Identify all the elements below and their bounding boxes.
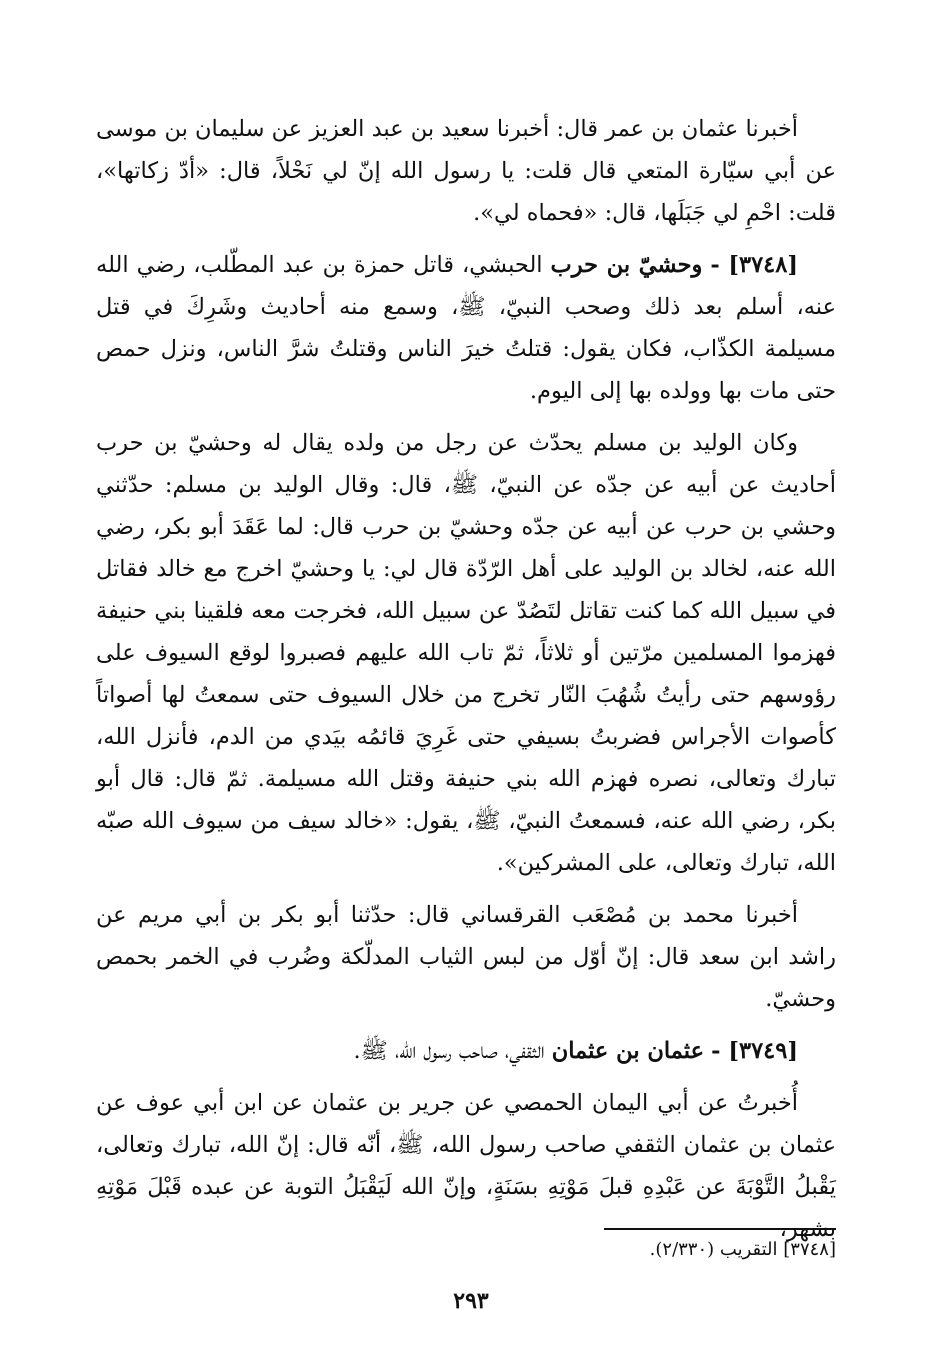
footnote: [٣٧٤٨] التقريب (٢/٣٣٠).: [649, 1239, 836, 1260]
paragraph-6: [96, 1082, 836, 1250]
main-text: [96, 108, 836, 1260]
paragraph-1-text: أخبرنا عثمان بن عمر قال: أخبرنا سعيد بن عبد العزيز عن سليمان بن موسى عن أبي سيّارة المتعي قال قلت: يا رسول الله إنّ لي نَحْلاً، قال: «أدّ زكاتها»، قلت: احْمِ لي جَبَلَها، قال: «فحماه لي».: [96, 116, 836, 226]
paragraph-3: [96, 422, 836, 884]
paragraph-4-text: أخبرنا محمد بن مُصْعَب القرقساني قال: حدّثنا أبو بكر بن أبي مريم عن راشد ابن سعد قال: إنّ أوّل من لبس الثياب المدلّكة وضُرب في الخمر بحمص وحشيّ.: [96, 902, 836, 1012]
paragraph-4: [96, 894, 836, 1020]
entry-3749-text: الثقفي، صاحب رسول الله، ﷺ.: [353, 1038, 552, 1064]
entry-3748-text: الحبشي، قاتل حمزة بن عبد المطّلب، رضي الله عنه، أسلم بعد ذلك وصحب النبيّ، ﷺ، وسمع منه أحاديث وشَرِكَ في قتل مسيلمة الكذّاب، فكان يقول: قتلتُ خيرَ الناس وقتلتُ شرَّ الناس، ونزل حمص حتى مات بها وولده بها إلى اليوم.: [96, 252, 836, 404]
entry-3748-name: وحشيّ بن حرب: [550, 252, 703, 278]
entry-3749: [96, 1030, 836, 1072]
entry-3749-number: [٣٧٤٩] -: [711, 1038, 798, 1064]
paragraph-3-text: وكان الوليد بن مسلم يحدّث عن رجل من ولده يقال له وحشيّ بن حرب أحاديث عن أبيه عن جدّه عن النبيّ، ﷺ، قال: وقال الوليد بن مسلم: حدّثني وحشي بن حرب عن أبيه عن جدّه وحشيّ بن حرب قال: لما عَقَدَ أبو بكر، رضي الله عنه، لخالد بن الوليد على أهل الرّدّة قال لي: يا وحشيّ اخرج مع خالد فقاتل في سبيل الله كما كنت تقاتل لتَصُدّ عن سبيل الله، فخرجت معه فلقينا بني حنيفة فهزموا المسلمين مرّتين أو ثلاثاً، ثمّ تاب الله عليهم فصبروا لوقع السيوف على رؤوسهم حتى رأيتُ شُهُبَ النّار تخرج من خلال السيوف حتى سمعتُ لها أصواتاً كأصوات الأجراس فضربتُ بسيفي حتى غَرِيَ قائمُه بيَدي من الدم، فأنزل الله، تبارك وتعالى، نصره فهزم الله بني حنيفة وقتل الله مسيلمة. ثمّ قال: قال أبو بكر، رضي الله عنه، فسمعتُ النبيّ، ﷺ، يقول: «خالد سيف من سيوف الله صبّه الله، تبارك وتعالى، على المشركين».: [96, 430, 836, 876]
entry-3748: [96, 244, 836, 412]
footnote-divider: [604, 1228, 836, 1230]
entry-3749-name: عثمان بن عثمان: [551, 1038, 705, 1064]
entry-3748-number: [٣٧٤٨] -: [710, 252, 798, 278]
paragraph-1: [96, 108, 836, 234]
page-number: ٢٩٣: [453, 1288, 489, 1314]
paragraph-6-text: أُخبرتُ عن أبي اليمان الحمصي عن جرير بن عثمان عن ابن أبي عوف عن عثمان بن عثمان الثقفي صاحب رسول الله، ﷺ، أنّه قال: إنّ الله، تبارك وتعالى، يَقْبلُ التَّوْبَةَ عن عَبْدِهِ قبلَ مَوْتِهِ بسَنَةٍ، وإنّ الله لَيَقْبَلُ التوبة عن عبده قَبْلَ مَوْتِهِ بشهر،: [96, 1090, 836, 1242]
